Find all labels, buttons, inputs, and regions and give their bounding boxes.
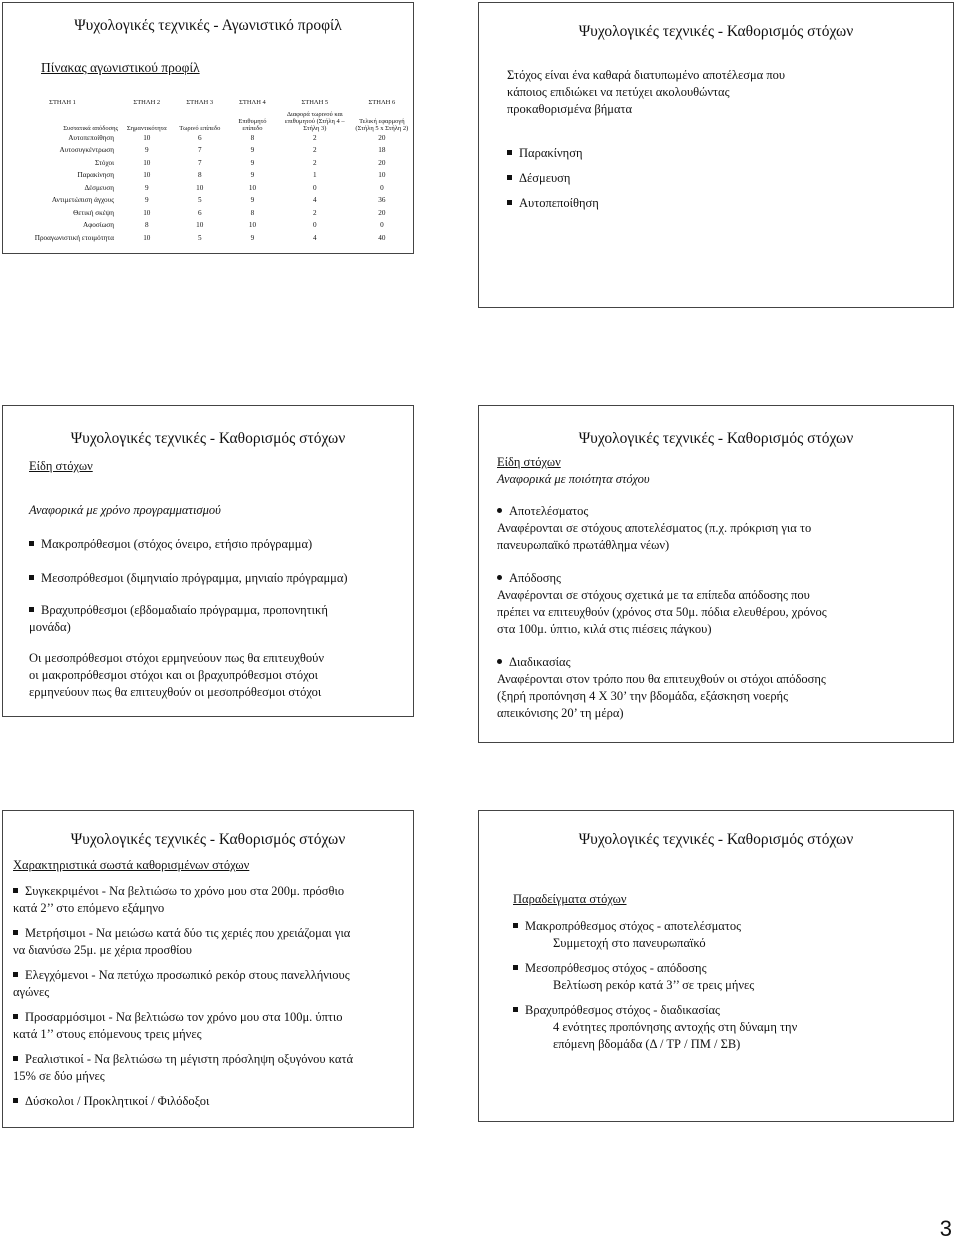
item-desc: πανευρωπαϊκό πρωτάθλημα νέων)	[497, 538, 670, 552]
list-item-cont: 15% σε δύο μήνες	[13, 1069, 105, 1083]
table-row	[5, 182, 413, 195]
intro-line: προκαθορισμένα βήματα	[507, 102, 633, 116]
list-item: Προσαρμόσιμοι - Να βελτιώσω τον χρόνο μου στα 100μ. ύπτιο	[13, 1009, 343, 1026]
table-cell: 20	[378, 158, 386, 167]
row-label: Αντιμετώπιση άγχους	[51, 196, 115, 205]
list-item-cont: κατά 2’’ στο επόμενο εξάμηνο	[13, 901, 165, 915]
table-row	[5, 157, 413, 170]
item-desc: Συμμετοχή στο πανευρωπαϊκό	[553, 936, 706, 950]
list-item-cont: αγώνες	[13, 985, 50, 999]
slide-goal-types-quality	[478, 405, 954, 743]
table-cell: 10	[378, 171, 386, 180]
page-number: 3	[939, 1216, 952, 1241]
slide-profile-table	[2, 2, 414, 254]
bullet-icon	[13, 972, 18, 977]
table-cell: 9	[144, 196, 149, 205]
table-cell: 9	[144, 146, 149, 155]
table-row	[5, 219, 413, 232]
slide-subtitle: Πίνακας αγωνιστικού προφίλ	[41, 60, 200, 75]
bullet-icon	[497, 508, 502, 513]
table-cell: 0	[380, 221, 384, 230]
table-cell: 36	[378, 196, 386, 205]
table-cell: 10	[196, 221, 204, 230]
row-label: Αφοσίωση	[82, 221, 115, 230]
table-cell: 40	[378, 233, 386, 242]
table-cell: 2	[313, 133, 317, 142]
slide-goal-characteristics	[2, 810, 414, 1128]
row-label: Αυτοσυγκέντρωση	[59, 146, 115, 155]
table-cell: 2	[313, 146, 317, 155]
note-line: Οι μεσοπρόθεσμοι στόχοι ερμηνεύουν πως θα επιτευχθούν	[29, 651, 325, 665]
bullet-icon	[13, 930, 18, 935]
table-cell: 9	[144, 183, 149, 192]
item-desc: Αναφέρονται σε στόχους σχετικά με τα επίπεδα απόδοσης που	[497, 588, 810, 602]
note-line: ερμηνεύουν πως θα επιτευχθούν οι μεσοπρόθεσμοι στόχοι	[29, 685, 322, 699]
bullet-icon	[497, 659, 502, 664]
list-item: Αυτοπεποίθηση	[507, 195, 599, 212]
slide-goal-examples	[478, 810, 954, 1122]
col-head: ΣΤΗΛΗ 6	[368, 98, 396, 106]
col-head: ΣΤΗΛΗ 2	[133, 98, 161, 106]
item-desc: Αναφέρονται στον τρόπο που θα επιτευχθούν οι στόχοι απόδοσης	[497, 672, 826, 686]
slide-title: Ψυχολογικές τεχνικές - Καθορισμός στόχων	[578, 23, 854, 40]
col-sub: Σημαντικότητα	[126, 124, 167, 132]
bullet-icon	[13, 1056, 18, 1061]
col-sub: Συστατικά απόδοσης	[63, 124, 119, 132]
list-item: Μεσοπρόθεσμοι (διμηνιαίο πρόγραμμα, μηνιαίο πρόγραμμα)	[29, 570, 348, 587]
table-row	[5, 232, 413, 245]
bullet-icon	[29, 575, 34, 580]
table-row	[5, 144, 413, 157]
list-item: Βραχυπρόθεσμοι (εβδομαδιαίο πρόγραμμα, προπονητική	[29, 602, 328, 619]
table-cell: 10	[143, 208, 151, 217]
section-sub: Αναφορικά με χρόνο προγραμματισμού	[29, 503, 221, 517]
slide-title: Ψυχολογικές τεχνικές - Καθορισμός στόχων	[70, 831, 346, 848]
item-desc: πρέπει να επιτευχθούν (χρόνος στα 50μ. πόδια ελευθέρου, χρόνος	[497, 605, 827, 619]
table-cell: 0	[313, 221, 317, 230]
bullet-icon	[507, 175, 512, 180]
list-item: Διαδικασίας	[497, 654, 571, 671]
col-head: ΣΤΗΛΗ 3	[186, 98, 214, 106]
table-cell: 20	[378, 208, 386, 217]
table-row	[5, 169, 413, 182]
row-label: Προαγωνιστική ετοιμότητα	[34, 233, 115, 242]
table-cell: 10	[143, 233, 151, 242]
section-heading: Είδη στόχων	[497, 455, 561, 469]
table-cell: 5	[197, 233, 202, 242]
list-item-cont: να διανύσω 25μ. με χέρια προσθίου	[13, 943, 192, 957]
col-sub: Διαφορά τωρινού και επιθυμητού (Στήλη 4 – Στήλη 3)	[284, 110, 345, 132]
table-cell: 6	[197, 133, 202, 142]
table-cell: 18	[378, 146, 386, 155]
intro-line: Στόχος είναι ένα καθαρά διατυπωμένο αποτέλεσμα που	[507, 68, 786, 82]
table-cell: 0	[313, 183, 317, 192]
list-item: Μακροπρόθεσμος στόχος - αποτελέσματος	[513, 918, 741, 935]
item-desc: 4 ενότητες προπόνησης αντοχής στη δύναμη την	[553, 1020, 798, 1034]
note-line: οι μακροπρόθεσμοι στόχοι και οι βραχυπρόθεσμοι στόχοι	[29, 668, 318, 682]
table-cell: 10	[143, 158, 151, 167]
list-item: Αποτελέσματος	[497, 503, 588, 520]
table-cell: 10	[143, 133, 151, 142]
table-cell: 8	[250, 133, 255, 142]
list-item: Ελεγχόμενοι - Να πετύχω προσωπικό ρεκόρ στους πανελλήνιους	[13, 967, 350, 984]
table-cell: 7	[197, 158, 202, 167]
slide-goal-definition	[478, 2, 954, 308]
bullet-icon	[13, 888, 18, 893]
section-heading: Παραδείγματα στόχων	[513, 892, 627, 906]
list-item-cont: κατά 1’’ στους επόμενους τρεις μήνες	[13, 1027, 202, 1041]
list-item-cont: μονάδα)	[29, 620, 71, 634]
table-cell: 9	[250, 171, 255, 180]
table-cell: 0	[380, 183, 384, 192]
section-heading: Είδη στόχων	[29, 459, 93, 473]
slide-title: Ψυχολογικές τεχνικές - Αγωνιστικό προφίλ	[74, 17, 342, 34]
bullet-icon	[507, 150, 512, 155]
col-head: ΣΤΗΛΗ 5	[301, 98, 329, 106]
table-cell: 5	[197, 196, 202, 205]
row-label: Θετική σκέψη	[73, 208, 115, 217]
table-cell: 9	[250, 146, 255, 155]
slide-title: Ψυχολογικές τεχνικές - Καθορισμός στόχων	[578, 831, 854, 848]
item-desc: Αναφέρονται σε στόχους αποτελέσματος (π.χ. πρόκριση για το	[497, 521, 812, 535]
item-desc: επόμενη βδομάδα (Δ / ΤΡ / ΠΜ / ΣΒ)	[553, 1037, 741, 1051]
bullet-icon	[513, 1007, 518, 1012]
table-cell: 10	[143, 171, 151, 180]
list-item: Βραχυπρόθεσμος στόχος - διαδικασίας	[513, 1002, 720, 1019]
list-item: Μακροπρόθεσμοι (στόχος όνειρο, ετήσιο πρόγραμμα)	[29, 536, 312, 553]
table-cell: 8	[197, 171, 202, 180]
col-head: ΣΤΗΛΗ 1	[49, 98, 76, 106]
slide-title: Ψυχολογικές τεχνικές - Καθορισμός στόχων	[578, 430, 854, 447]
list-item: Απόδοσης	[497, 570, 561, 587]
col-sub: Τωρινό επίπεδο	[179, 124, 221, 132]
list-item: Ρεαλιστικοί - Να βελτιώσω τη μέγιστη πρόσληψη οξυγόνου κατά	[13, 1051, 353, 1068]
table-cell: 8	[144, 221, 149, 230]
bullet-icon	[29, 607, 34, 612]
bullet-icon	[497, 575, 502, 580]
col-sub: Επιθυμητό επίπεδο	[238, 117, 267, 132]
table-cell: 9	[250, 158, 255, 167]
list-item: Μεσοπρόθεσμος στόχος - απόδοσης	[513, 960, 707, 977]
profile-table	[5, 93, 413, 244]
table-cell: 10	[196, 183, 204, 192]
list-item: Δέσμευση	[507, 170, 570, 187]
list-item: Δύσκολοι / Προκλητικοί / Φιλόδοξοι	[13, 1093, 209, 1110]
bullet-icon	[513, 965, 518, 970]
table-cell: 10	[248, 183, 257, 192]
item-desc: στα 100μ. ύπτιο, κιλά στις πιέσεις πάγκου)	[497, 622, 712, 636]
slide-title: Ψυχολογικές τεχνικές - Καθορισμός στόχων	[70, 430, 346, 447]
item-desc: Βελτίωση ρεκόρ κατά 3’’ σε τρεις μήνες	[553, 978, 755, 992]
bullet-icon	[13, 1014, 18, 1019]
row-label: Δέσμευση	[84, 183, 115, 192]
bullet-icon	[513, 923, 518, 928]
table-cell: 20	[378, 133, 386, 142]
list-item: Μετρήσιμοι - Να μειώσω κατά δύο τις χεριές που χρειάζομαι για	[13, 925, 350, 942]
table-cell: 8	[250, 208, 255, 217]
col-head: ΣΤΗΛΗ 4	[239, 98, 266, 106]
item-desc: απεικόνισης 20’ τη μέρα)	[497, 706, 624, 720]
table-row	[5, 207, 413, 220]
list-item: Παρακίνηση	[507, 145, 583, 162]
row-label: Παρακίνηση	[77, 171, 115, 180]
table-cell: 6	[197, 208, 202, 217]
list-item: Συγκεκριμένοι - Να βελτιώσω το χρόνο μου στα 200μ. πρόσθιο	[13, 883, 344, 900]
intro-line: κάποιος επιδιώκει να πετύχει ακολουθώντας	[507, 85, 730, 99]
bullet-icon	[29, 541, 34, 546]
item-desc: (ξηρή προπόνηση 4 Χ 30’ την βδομάδα, εξάσκηση νοερής	[497, 689, 789, 703]
table-cell: 4	[313, 196, 317, 205]
table-cell: 7	[197, 146, 202, 155]
table-row	[5, 132, 413, 145]
row-label: Στόχοι	[94, 158, 115, 167]
table-cell: 9	[250, 196, 255, 205]
table-cell: 2	[313, 158, 317, 167]
table-cell: 2	[313, 208, 317, 217]
table-cell: 4	[313, 233, 317, 242]
col-sub: Τελική εφαρμογή (Στήλη 5 x Στήλη 2)	[355, 117, 409, 132]
bullet-icon	[13, 1098, 18, 1103]
section-sub: Αναφορικά με ποιότητα στόχου	[497, 472, 650, 486]
section-heading: Χαρακτηριστικά σωστά καθορισμένων στόχων	[13, 858, 250, 872]
table-cell: 9	[250, 233, 255, 242]
bullet-icon	[507, 200, 512, 205]
table-row	[5, 194, 413, 207]
slide-goal-types-time	[2, 405, 414, 717]
table-cell: 10	[248, 221, 257, 230]
table-cell: 1	[313, 171, 317, 180]
row-label: Αυτοπεποίθηση	[68, 133, 115, 142]
